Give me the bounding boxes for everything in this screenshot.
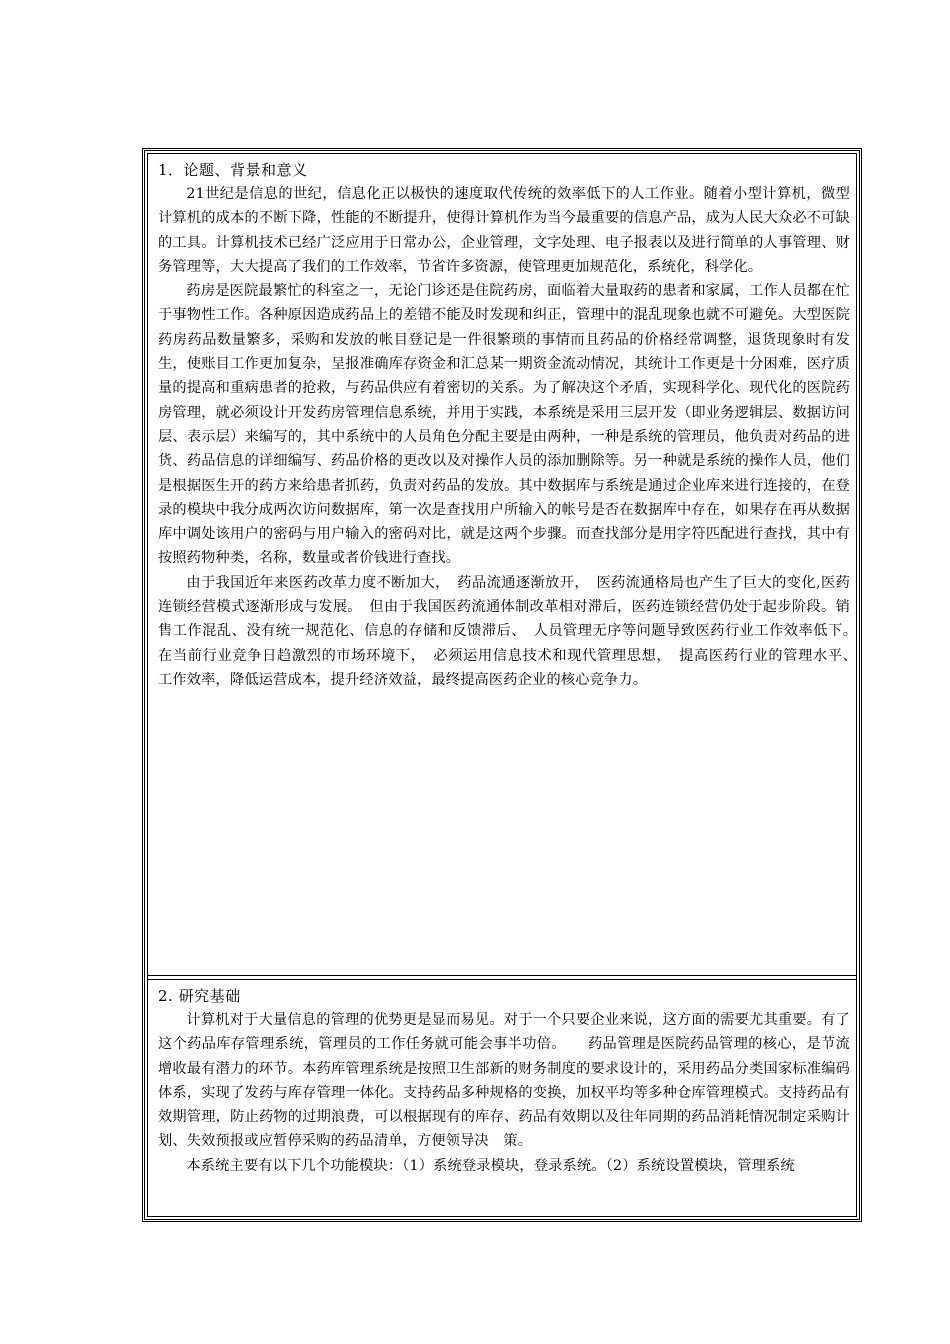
section-cell-research-basis bbox=[148, 980, 856, 1216]
document-table-inner bbox=[147, 153, 865, 1217]
document-table bbox=[142, 148, 865, 1222]
paragraph: 计算机对于大量信息的管理的优势更是显而易见。对于一个只要企业来说，这方面的需要尤其重要。有了这个药品库存管理系统，管理员的工作任务就可能会事半功倍。 药品管理是医院药品管理的核心，是节流增收最有潜力的环节。本药库管理系统是按照卫生部新的财务制度的要求设计的，采用药品分类国家标准编码体系，实现了发药与库存管理一体化。支持药品多种规格的变换，加权平均等多种仓库管理模式。支持药品有效期管理，防止药物的过期浪费，可以根据现有的库存、药品有效期以及往年同期的药品消耗情况制定采购计划、失效预报或应暂停采购的药品清单，方便领导决 策。 bbox=[158, 1012, 850, 1150]
section-cell-background bbox=[148, 154, 865, 976]
section-heading-background: 1．论题、背景和意义 bbox=[158, 161, 308, 179]
paragraph: 21世纪是信息的世纪，信息化正以极快的速度取代传统的效率低下的人工作业。随着小型计算机，微型计算机的成本的不断下降，性能的不断提升，使得计算机作为当今最重要的信息产品，成为人民大众必不可缺的工具。计算机技术已经广泛应用于日常办公，企业管理，文字处理、电子报表以及进行简单的人事管理、财务管理等，大大提高了我们的工作效率，节省许多资源，使管理更加规范化，系统化，科学化。 bbox=[158, 186, 850, 275]
paragraph: 药房是医院最繁忙的科室之一，无论门诊还是住院药房，面临着大量取药的患者和家属，工作人员都在忙于事物性工作。各种原因造成药品上的差错不能及时发现和纠正，管理中的混乱现象也就不可避免。大型医院药房药品数量繁多，采购和发放的帐目登记是一件很繁琐的事情而且药品的价格经常调整，退货现象时有发生，使账目工作更加复杂，呈报准确库存资金和汇总某一期资金流动情况，其统计工作更是十分困难，医疗质量的提高和重病患者的抢救，与药品供应有着密切的关系。为了解决这个矛盾，实现科学化、现代化的医院药房管理，就必须设计开发药房管理信息系统，并用于实践，本系统是采用三层开发（即业务逻辑层、数据访问层、表示层）来编写的，其中系统中的人员角色分配主要是由两种，一种是系统的管理员，他负责对药品的进货、药品信息的详细编写、药品价格的更改以及对操作人员的添加删除等。另一种就是系统的操作人员，他们是根据医生开的药方来给患者抓药，负责对药品的发放。其中数据库与系统是通过企业库来进行连接的，在登录的模块中我分成两次访问数据库，第一次是查找用户所输入的帐号是否在数据库中存在，如果存在再从数据库中调处该用户的密码与用户输入的密码对比，就是这两个步骤。而查找部分是用字符匹配进行查找，其中有按照药物种类，名称，数量或者价钱进行查找。 bbox=[158, 283, 850, 567]
paragraph: 本系统主要有以下几个功能模块：（1）系统登录模块，登录系统。（2）系统设置模块，管理系统 bbox=[186, 1157, 795, 1174]
paragraph: 由于我国近年来医药改革力度不断加大， 药品流通逐渐放开， 医药流通格局也产生了巨大的变化,医药连锁经营模式逐渐形成与发展。 但由于我国医药流通体制改革相对滞后，医药连锁经营仍处于起步阶段。销售工作混乱、没有统一规范化、信息的存储和反馈滞后、 人员管理无序等问题导致医药行业工作效率低下。 在当前行业竞争日趋激烈的市场环境下， 必须运用信息技术和现代管理思想， 提高医药行业的管理水平、 工作效率，降低运营成本，提升经济效益，最终提高医药企业的核心竞争力。 bbox=[158, 574, 865, 688]
section-heading-research-basis: 2. 研究基础 bbox=[158, 987, 241, 1005]
